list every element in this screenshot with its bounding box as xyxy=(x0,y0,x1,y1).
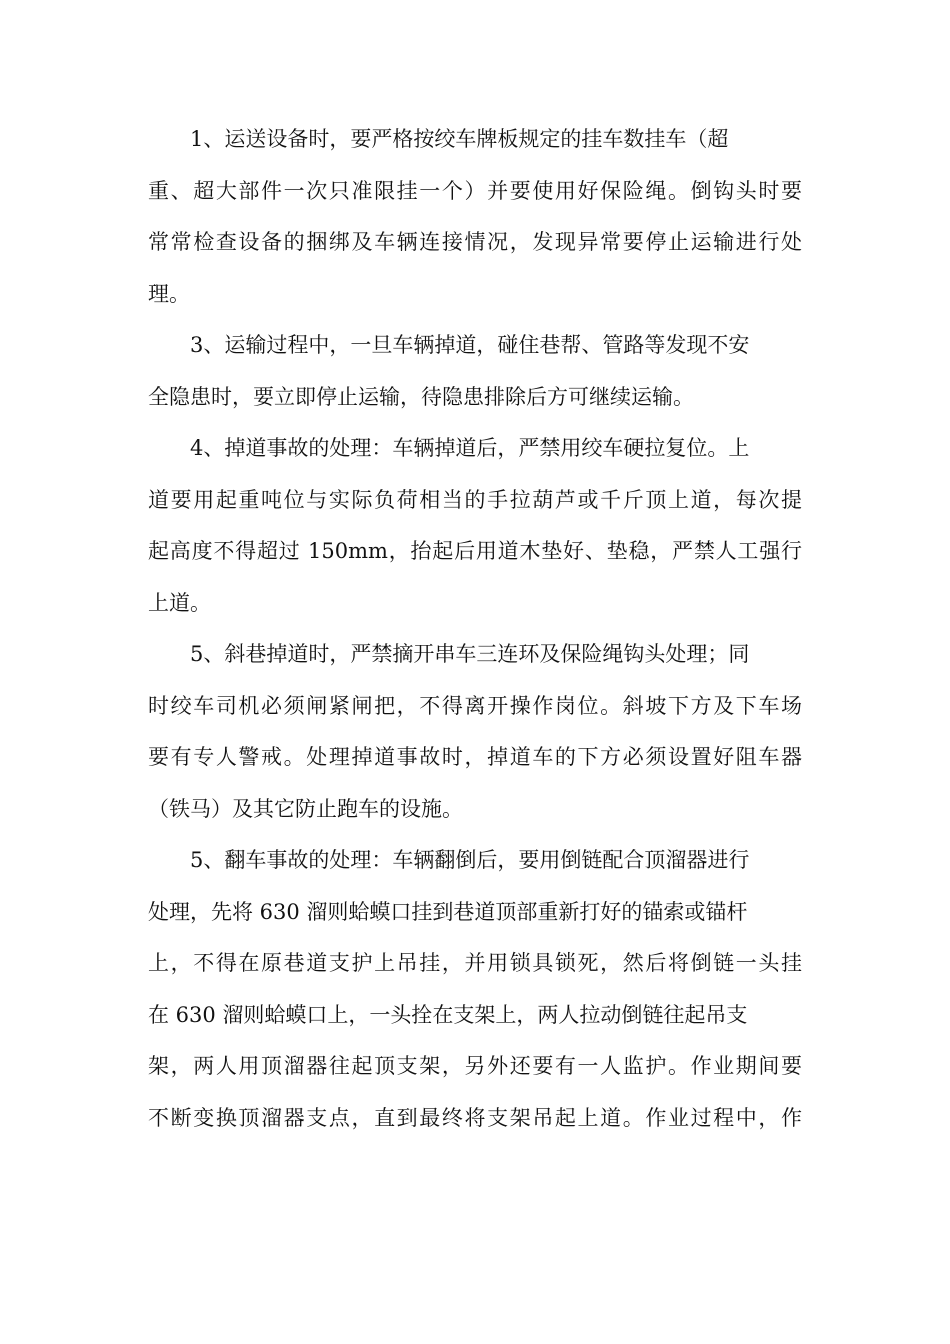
paragraph-5-line-6: 不断变换顶溜器支点，直到最终将支架吊起上道。作业过程中，作 xyxy=(148,1105,802,1130)
paragraph-3-line-4: 上道。 xyxy=(148,590,211,615)
paragraph-1-line-2: 重、超大部件一次只准限挂一个）并要使用好保险绳。倒钩头时要 xyxy=(148,178,802,203)
paragraph-5-line-3: 上，不得在原巷道支护上吊挂，并用锁具锁死，然后将倒链一头挂 xyxy=(148,951,802,975)
paragraph-5-line-4: 在 630 溜则蛤蟆口上，一头拴在支架上，两人拉动倒链往起吊支 xyxy=(148,1002,748,1027)
paragraph-1-line-4: 理。 xyxy=(148,281,190,306)
paragraph-2-line-1: 3、运输过程中，一旦车辆掉道，碰住巷帮、管路等发现不安 xyxy=(190,333,750,357)
paragraph-4-line-2: 时绞车司机必须闸紧闸把，不得离开操作岗位。斜坡下方及下车场 xyxy=(148,693,802,718)
document-body xyxy=(148,114,802,1144)
paragraph-5-line-5: 架，两人用顶溜器往起顶支架，另外还要有一人监护。作业期间要 xyxy=(148,1054,802,1078)
paragraph-4-line-3: 要有专人警戒。处理掉道事故时，掉道车的下方必须设置好阻车器 xyxy=(148,745,802,769)
paragraph-3-line-1: 4、掉道事故的处理：车辆掉道后，严禁用绞车硬拉复位。上 xyxy=(190,436,750,460)
paragraph-5-line-2: 处理，先将 630 溜则蛤蟆口挂到巷道顶部重新打好的锚索或锚杆 xyxy=(148,899,748,924)
paragraph-3-line-3: 起高度不得超过 150mm，抬起后用道木垫好、垫稳，严禁人工强行 xyxy=(148,539,802,563)
paragraph-5-line-1: 5、翻车事故的处理：车辆翻倒后，要用倒链配合顶溜器进行 xyxy=(190,848,750,872)
paragraph-1-line-1: 1、运送设备时，要严格按绞车牌板规定的挂车数挂车（超 xyxy=(190,127,729,151)
paragraph-1-line-3: 常常检查设备的捆绑及车辆连接情况，发现异常要停止运输进行处 xyxy=(148,230,802,254)
paragraph-4-line-4: （铁马）及其它防止跑车的设施。 xyxy=(148,796,463,821)
paragraph-3-line-2: 道要用起重吨位与实际负荷相当的手拉葫芦或千斤顶上道，每次提 xyxy=(148,487,802,512)
paragraph-2-line-2: 全隐患时，要立即停止运输，待隐患排除后方可继续运输。 xyxy=(148,384,694,409)
paragraph-4-line-1: 5、斜巷掉道时，严禁摘开串车三连环及保险绳钩头处理；同 xyxy=(190,642,750,666)
